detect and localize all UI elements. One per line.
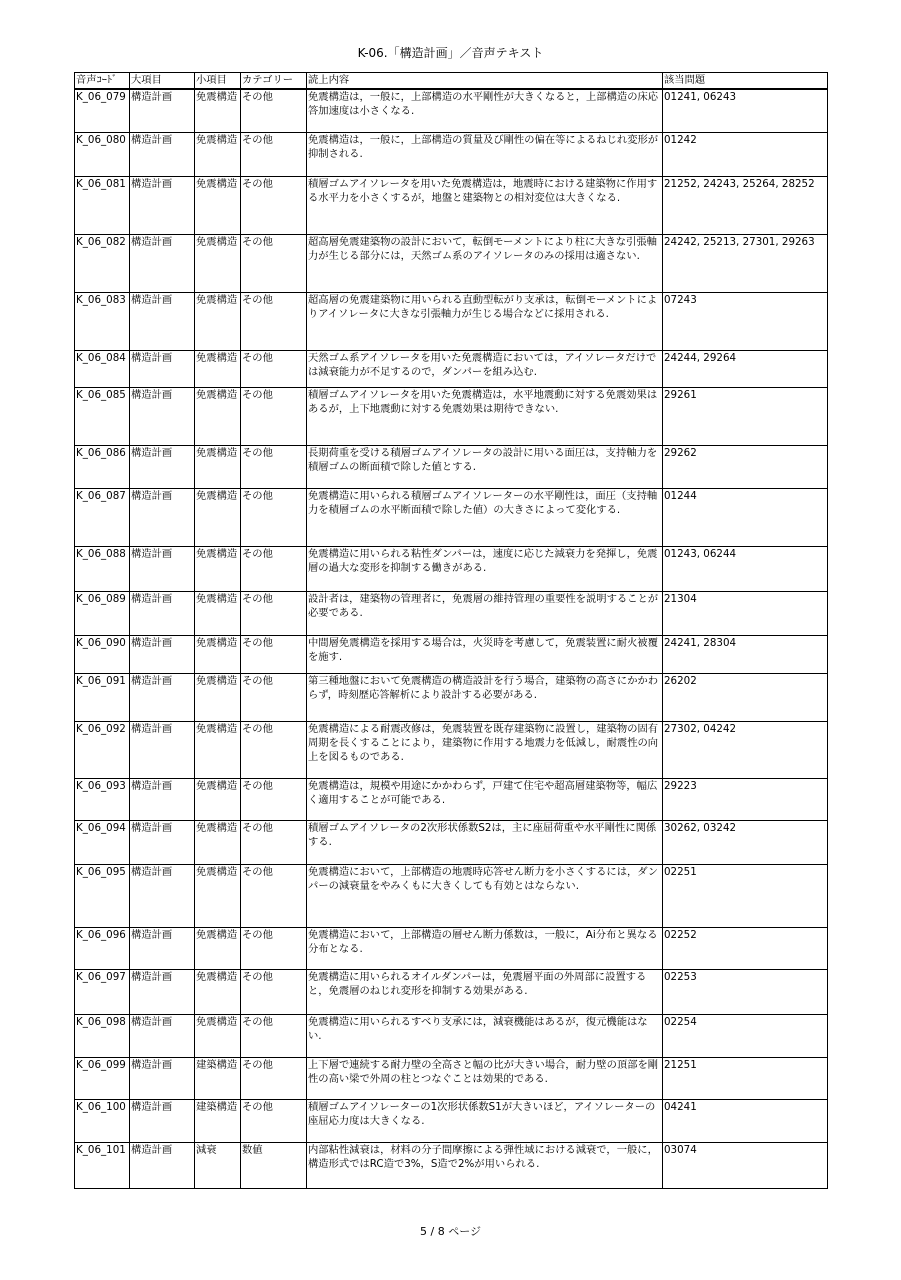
row-questions: 02252 — [663, 927, 828, 969]
table-row — [75, 591, 828, 635]
row-category: その他 — [241, 635, 307, 673]
row-questions: 01243, 06244 — [663, 546, 828, 591]
row-code: K_06_079 — [75, 89, 130, 132]
row-questions: 07243 — [663, 292, 828, 350]
row-category: その他 — [241, 488, 307, 546]
row-questions: 21252, 24243, 25264, 28252 — [663, 176, 828, 234]
row-minor: 免震構造 — [195, 445, 241, 488]
row-category: その他 — [241, 778, 307, 820]
table-row — [75, 673, 828, 721]
row-minor: 減衰 — [195, 1142, 241, 1188]
row-minor: 免震構造 — [195, 387, 241, 445]
row-category: その他 — [241, 1014, 307, 1057]
row-category: その他 — [241, 820, 307, 864]
row-category: 数値 — [241, 1142, 307, 1188]
question-table — [74, 72, 828, 1189]
table-row — [75, 387, 828, 445]
row-category: その他 — [241, 969, 307, 1014]
table-row — [75, 969, 828, 1014]
row-category: その他 — [241, 927, 307, 969]
row-questions: 01242 — [663, 132, 828, 176]
row-minor: 免震構造 — [195, 864, 241, 927]
row-major: 構造計画 — [130, 721, 195, 778]
table-row — [75, 132, 828, 176]
row-minor: 免震構造 — [195, 635, 241, 673]
row-code: K_06_089 — [75, 591, 130, 635]
row-code: K_06_083 — [75, 292, 130, 350]
row-text: 免震構造は，規模や用途にかかわらず，戸建て住宅や超高層建築物等，幅広く適用することが可能である. — [307, 778, 663, 820]
row-major: 構造計画 — [130, 820, 195, 864]
row-code: K_06_095 — [75, 864, 130, 927]
table-row — [75, 1099, 828, 1142]
row-minor: 免震構造 — [195, 488, 241, 546]
row-questions: 02251 — [663, 864, 828, 927]
row-major: 構造計画 — [130, 176, 195, 234]
table-row — [75, 488, 828, 546]
row-category: その他 — [241, 864, 307, 927]
row-questions: 24241, 28304 — [663, 635, 828, 673]
row-code: K_06_093 — [75, 778, 130, 820]
table-header-row — [75, 73, 828, 90]
row-minor: 免震構造 — [195, 234, 241, 292]
row-major: 構造計画 — [130, 292, 195, 350]
row-category: その他 — [241, 387, 307, 445]
row-major: 構造計画 — [130, 350, 195, 387]
row-major: 構造計画 — [130, 927, 195, 969]
column-header-minor: 小項目 — [195, 73, 241, 90]
row-minor: 免震構造 — [195, 292, 241, 350]
table-row — [75, 292, 828, 350]
row-questions: 21304 — [663, 591, 828, 635]
column-header-text: 読上内容 — [307, 73, 663, 90]
page-title: K-06.「構造計画」／音声テキスト — [357, 46, 544, 60]
row-major: 構造計画 — [130, 591, 195, 635]
row-text: 免震構造に用いられる積層ゴムアイソレーターの水平剛性は，面圧（支持軸力を積層ゴムの水平断面積で除した値）の大きさによって変化する. — [307, 488, 663, 546]
row-minor: 免震構造 — [195, 350, 241, 387]
row-minor: 免震構造 — [195, 969, 241, 1014]
row-code: K_06_085 — [75, 387, 130, 445]
row-code: K_06_092 — [75, 721, 130, 778]
row-major: 構造計画 — [130, 1099, 195, 1142]
row-questions: 04241 — [663, 1099, 828, 1142]
row-major: 構造計画 — [130, 546, 195, 591]
row-questions: 21251 — [663, 1057, 828, 1099]
row-code: K_06_080 — [75, 132, 130, 176]
row-minor: 免震構造 — [195, 591, 241, 635]
row-code: K_06_094 — [75, 820, 130, 864]
row-text: 積層ゴムアイソレータの2次形状係数S2は，主に座屈荷重や水平剛性に関係する. — [307, 820, 663, 864]
column-header-questions: 該当問題 — [663, 73, 828, 90]
row-text: 免震構造に用いられるオイルダンパーは，免震層平面の外周部に設置すると，免震層のねじれ変形を抑制する効果がある. — [307, 969, 663, 1014]
row-category: その他 — [241, 1099, 307, 1142]
row-questions: 01244 — [663, 488, 828, 546]
table-row — [75, 89, 828, 132]
row-minor: 免震構造 — [195, 1014, 241, 1057]
row-text: 積層ゴムアイソレータを用いた免震構造は，水平地震動に対する免震効果はあるが，上下地震動に対する免震効果は期待できない. — [307, 387, 663, 445]
row-code: K_06_084 — [75, 350, 130, 387]
row-text: 第三種地盤において免震構造の構造設計を行う場合，建築物の高さにかかわらず，時刻歴応答解析により設計する必要がある. — [307, 673, 663, 721]
row-questions: 01241, 06243 — [663, 89, 828, 132]
row-minor: 建築構造 — [195, 1057, 241, 1099]
table-row — [75, 927, 828, 969]
row-text: 超高層免震建築物の設計において，転倒モーメントにより柱に大きな引張軸力が生じる部分には，天然ゴム系のアイソレータのみの採用は適さない. — [307, 234, 663, 292]
row-major: 構造計画 — [130, 864, 195, 927]
row-text: 長期荷重を受ける積層ゴムアイソレータの設計に用いる面圧は，支持軸力を積層ゴムの断面積で除した値とする. — [307, 445, 663, 488]
column-header-category: カテゴリー — [241, 73, 307, 90]
row-text: 積層ゴムアイソレータを用いた免震構造は，地震時における建築物に作用する水平力を小さくするが，地盤と建築物との相対変位は大きくなる. — [307, 176, 663, 234]
row-code: K_06_096 — [75, 927, 130, 969]
row-code: K_06_101 — [75, 1142, 130, 1188]
row-text: 免震構造は，一般に，上部構造の質量及び剛性の偏在等によるねじれ変形が抑制される. — [307, 132, 663, 176]
row-minor: 免震構造 — [195, 673, 241, 721]
row-text: 免震構造において，上部構造の地震時応答せん断力を小さくするには，ダンパーの減衰量をやみくもに大きくしても有効とはならない. — [307, 864, 663, 927]
table-row — [75, 546, 828, 591]
row-code: K_06_082 — [75, 234, 130, 292]
row-major: 構造計画 — [130, 234, 195, 292]
row-major: 構造計画 — [130, 969, 195, 1014]
row-code: K_06_087 — [75, 488, 130, 546]
row-code: K_06_090 — [75, 635, 130, 673]
row-questions: 03074 — [663, 1142, 828, 1188]
row-minor: 免震構造 — [195, 132, 241, 176]
row-major: 構造計画 — [130, 1142, 195, 1188]
row-text: 免震構造に用いられる粘性ダンパーは，速度に応じた減衰力を発揮し，免震層の過大な変形を抑制する働きがある. — [307, 546, 663, 591]
row-text: 免震構造に用いられるすべり支承には，減衰機能はあるが，復元機能はない. — [307, 1014, 663, 1057]
row-major: 構造計画 — [130, 635, 195, 673]
row-category: その他 — [241, 673, 307, 721]
row-minor: 免震構造 — [195, 546, 241, 591]
row-code: K_06_100 — [75, 1099, 130, 1142]
row-code: K_06_088 — [75, 546, 130, 591]
row-major: 構造計画 — [130, 673, 195, 721]
row-category: その他 — [241, 234, 307, 292]
column-header-major: 大項目 — [130, 73, 195, 90]
row-text: 中間層免震構造を採用する場合は，火災時を考慮して，免震装置に耐火被覆を施す. — [307, 635, 663, 673]
table-row — [75, 176, 828, 234]
row-text: 積層ゴムアイソレーターの1次形状係数S1が大きいほど，アイソレーターの座屈応力度は大きくなる. — [307, 1099, 663, 1142]
row-category: その他 — [241, 350, 307, 387]
row-category: その他 — [241, 445, 307, 488]
row-text: 設計者は，建築物の管理者に，免震層の維持管理の重要性を説明することが必要である. — [307, 591, 663, 635]
row-code: K_06_098 — [75, 1014, 130, 1057]
row-category: その他 — [241, 546, 307, 591]
row-text: 上下層で連続する耐力壁の全高さと幅の比が大きい場合，耐力壁の頂部を剛性の高い梁で外周の柱とつなぐことは効果的である. — [307, 1057, 663, 1099]
row-category: その他 — [241, 89, 307, 132]
row-major: 構造計画 — [130, 778, 195, 820]
row-minor: 免震構造 — [195, 820, 241, 864]
row-minor: 免震構造 — [195, 927, 241, 969]
row-questions: 26202 — [663, 673, 828, 721]
table-row — [75, 445, 828, 488]
row-minor: 建築構造 — [195, 1099, 241, 1142]
row-minor: 免震構造 — [195, 778, 241, 820]
row-major: 構造計画 — [130, 1057, 195, 1099]
row-minor: 免震構造 — [195, 89, 241, 132]
row-major: 構造計画 — [130, 488, 195, 546]
row-minor: 免震構造 — [195, 721, 241, 778]
row-code: K_06_091 — [75, 673, 130, 721]
table-row — [75, 350, 828, 387]
row-questions: 27302, 04242 — [663, 721, 828, 778]
row-major: 構造計画 — [130, 387, 195, 445]
row-code: K_06_081 — [75, 176, 130, 234]
row-questions: 24242, 25213, 27301, 29263 — [663, 234, 828, 292]
row-questions: 24244, 29264 — [663, 350, 828, 387]
row-questions: 29223 — [663, 778, 828, 820]
row-major: 構造計画 — [130, 1014, 195, 1057]
table-row — [75, 635, 828, 673]
row-major: 構造計画 — [130, 132, 195, 176]
table-row — [75, 234, 828, 292]
column-header-code: 音声ｺｰﾄﾞ — [75, 73, 130, 90]
row-category: その他 — [241, 721, 307, 778]
row-text: 内部粘性減衰は，材料の分子間摩擦による弾性域における減衰で，一般に，構造形式ではRC造で3%，S造で2%が用いられる. — [307, 1142, 663, 1188]
row-text: 免震構造において，上部構造の層せん断力係数は，一般に，Ai分布と異なる分布となる. — [307, 927, 663, 969]
row-questions: 02253 — [663, 969, 828, 1014]
row-category: その他 — [241, 132, 307, 176]
row-code: K_06_086 — [75, 445, 130, 488]
row-questions: 02254 — [663, 1014, 828, 1057]
table-row — [75, 1057, 828, 1099]
table-row — [75, 1142, 828, 1188]
row-category: その他 — [241, 1057, 307, 1099]
table-row — [75, 864, 828, 927]
row-text: 天然ゴム系アイソレータを用いた免震構造においては，アイソレータだけでは減衰能力が不足するので，ダンパーを組み込む. — [307, 350, 663, 387]
row-major: 構造計画 — [130, 445, 195, 488]
row-code: K_06_097 — [75, 969, 130, 1014]
row-questions: 29262 — [663, 445, 828, 488]
row-code: K_06_099 — [75, 1057, 130, 1099]
table-row — [75, 820, 828, 864]
row-category: その他 — [241, 591, 307, 635]
row-questions: 30262, 03242 — [663, 820, 828, 864]
table-row — [75, 778, 828, 820]
row-category: その他 — [241, 292, 307, 350]
page-number: 5 / 8 ページ — [420, 1225, 481, 1238]
table-row — [75, 721, 828, 778]
row-category: その他 — [241, 176, 307, 234]
row-minor: 免震構造 — [195, 176, 241, 234]
row-questions: 29261 — [663, 387, 828, 445]
row-text: 超高層の免震建築物に用いられる直動型転がり支承は，転倒モーメントによりアイソレータに大きな引張軸力が生じる場合などに採用される. — [307, 292, 663, 350]
table-row — [75, 1014, 828, 1057]
row-text: 免震構造による耐震改修は，免震装置を既存建築物に設置し，建築物の固有周期を長くすることにより，建築物に作用する地震力を低減し，耐震性の向上を図るものである. — [307, 721, 663, 778]
row-text: 免震構造は，一般に，上部構造の水平剛性が大きくなると，上部構造の床応答加速度は小さくなる. — [307, 89, 663, 132]
row-major: 構造計画 — [130, 89, 195, 132]
